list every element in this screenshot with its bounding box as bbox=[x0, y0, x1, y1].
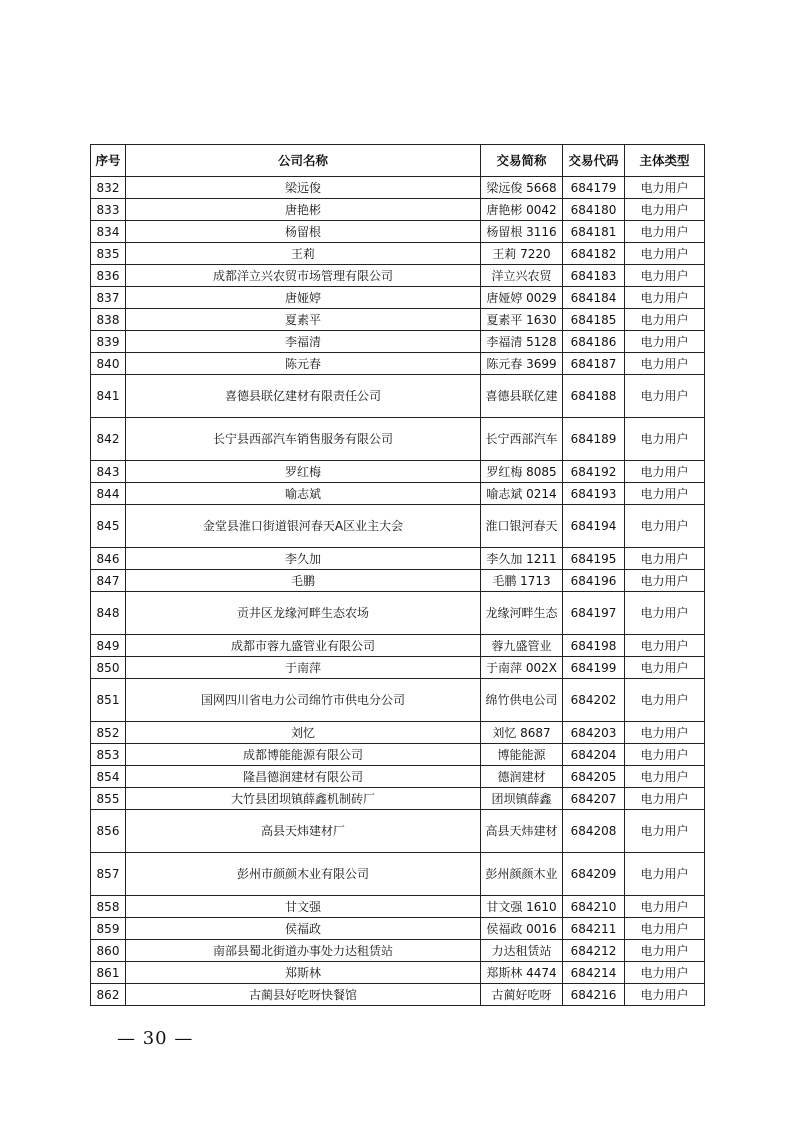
cell-company-name: 甘文强 bbox=[126, 896, 481, 918]
table-row bbox=[91, 418, 705, 461]
cell-index: 851 bbox=[91, 679, 126, 722]
cell-index: 862 bbox=[91, 984, 126, 1006]
cell-trade-abbr: 侯福政 0016 bbox=[481, 918, 563, 940]
cell-entity-type: 电力用户 bbox=[625, 766, 705, 788]
cell-entity-type: 电力用户 bbox=[625, 483, 705, 505]
header-trade-abbr: 交易简称 bbox=[481, 145, 563, 177]
table-header-row bbox=[91, 145, 705, 177]
cell-index: 857 bbox=[91, 853, 126, 896]
cell-index: 854 bbox=[91, 766, 126, 788]
cell-index: 834 bbox=[91, 221, 126, 243]
cell-trade-code: 684181 bbox=[563, 221, 625, 243]
cell-trade-code: 684185 bbox=[563, 309, 625, 331]
cell-entity-type: 电力用户 bbox=[625, 570, 705, 592]
cell-company-name: 成都市蓉九盛管业有限公司 bbox=[126, 635, 481, 657]
cell-trade-abbr: 洋立兴农贸 bbox=[481, 265, 563, 287]
cell-trade-abbr: 夏素平 1630 bbox=[481, 309, 563, 331]
cell-company-name: 李福清 bbox=[126, 331, 481, 353]
cell-trade-abbr: 唐娅婷 0029 bbox=[481, 287, 563, 309]
cell-trade-code: 684216 bbox=[563, 984, 625, 1006]
table-row bbox=[91, 722, 705, 744]
cell-trade-abbr: 绵竹供电公司 bbox=[481, 679, 563, 722]
cell-trade-abbr: 长宁西部汽车 bbox=[481, 418, 563, 461]
cell-entity-type: 电力用户 bbox=[625, 810, 705, 853]
cell-trade-abbr: 罗红梅 8085 bbox=[481, 461, 563, 483]
cell-trade-code: 684214 bbox=[563, 962, 625, 984]
cell-company-name: 高县天炜建材厂 bbox=[126, 810, 481, 853]
cell-entity-type: 电力用户 bbox=[625, 635, 705, 657]
cell-index: 839 bbox=[91, 331, 126, 353]
page-number: — 30 — bbox=[117, 1028, 194, 1049]
cell-trade-code: 684203 bbox=[563, 722, 625, 744]
cell-trade-code: 684205 bbox=[563, 766, 625, 788]
table-row bbox=[91, 483, 705, 505]
cell-index: 850 bbox=[91, 657, 126, 679]
table-row bbox=[91, 461, 705, 483]
cell-trade-code: 684210 bbox=[563, 896, 625, 918]
table-row bbox=[91, 896, 705, 918]
cell-trade-code: 684195 bbox=[563, 548, 625, 570]
cell-company-name: 喜德县联亿建材有限责任公司 bbox=[126, 375, 481, 418]
cell-index: 861 bbox=[91, 962, 126, 984]
header-trade-code: 交易代码 bbox=[563, 145, 625, 177]
cell-index: 837 bbox=[91, 287, 126, 309]
cell-trade-abbr: 李久加 1211 bbox=[481, 548, 563, 570]
table-row bbox=[91, 744, 705, 766]
cell-company-name: 夏素平 bbox=[126, 309, 481, 331]
cell-trade-code: 684209 bbox=[563, 853, 625, 896]
cell-index: 838 bbox=[91, 309, 126, 331]
cell-trade-code: 684211 bbox=[563, 918, 625, 940]
cell-entity-type: 电力用户 bbox=[625, 243, 705, 265]
cell-entity-type: 电力用户 bbox=[625, 265, 705, 287]
table-row bbox=[91, 505, 705, 548]
table-row bbox=[91, 918, 705, 940]
cell-index: 840 bbox=[91, 353, 126, 375]
cell-index: 847 bbox=[91, 570, 126, 592]
cell-trade-code: 684197 bbox=[563, 592, 625, 635]
cell-trade-abbr: 刘忆 8687 bbox=[481, 722, 563, 744]
table-row bbox=[91, 635, 705, 657]
cell-entity-type: 电力用户 bbox=[625, 853, 705, 896]
cell-trade-abbr: 梁远俊 5668 bbox=[481, 177, 563, 199]
cell-index: 855 bbox=[91, 788, 126, 810]
cell-trade-code: 684192 bbox=[563, 461, 625, 483]
cell-company-name: 成都博能能源有限公司 bbox=[126, 744, 481, 766]
cell-trade-abbr: 郑斯林 4474 bbox=[481, 962, 563, 984]
cell-company-name: 彭州市颜颜木业有限公司 bbox=[126, 853, 481, 896]
cell-index: 849 bbox=[91, 635, 126, 657]
cell-entity-type: 电力用户 bbox=[625, 548, 705, 570]
table-row bbox=[91, 331, 705, 353]
cell-company-name: 侯福政 bbox=[126, 918, 481, 940]
cell-trade-code: 684188 bbox=[563, 375, 625, 418]
table-row bbox=[91, 309, 705, 331]
cell-index: 856 bbox=[91, 810, 126, 853]
cell-company-name: 大竹县团坝镇薛鑫机制砖厂 bbox=[126, 788, 481, 810]
cell-trade-code: 684196 bbox=[563, 570, 625, 592]
table-row bbox=[91, 766, 705, 788]
cell-company-name: 唐艳彬 bbox=[126, 199, 481, 221]
table-row bbox=[91, 657, 705, 679]
table-row bbox=[91, 853, 705, 896]
cell-trade-code: 684207 bbox=[563, 788, 625, 810]
table-row bbox=[91, 570, 705, 592]
table-row bbox=[91, 375, 705, 418]
cell-entity-type: 电力用户 bbox=[625, 788, 705, 810]
cell-company-name: 杨留根 bbox=[126, 221, 481, 243]
cell-entity-type: 电力用户 bbox=[625, 984, 705, 1006]
table-row bbox=[91, 940, 705, 962]
table-row bbox=[91, 592, 705, 635]
cell-index: 859 bbox=[91, 918, 126, 940]
cell-trade-code: 684182 bbox=[563, 243, 625, 265]
header-company-name: 公司名称 bbox=[126, 145, 481, 177]
cell-index: 842 bbox=[91, 418, 126, 461]
cell-company-name: 李久加 bbox=[126, 548, 481, 570]
cell-entity-type: 电力用户 bbox=[625, 375, 705, 418]
cell-trade-abbr: 陈元春 3699 bbox=[481, 353, 563, 375]
table-row bbox=[91, 177, 705, 199]
table-row bbox=[91, 199, 705, 221]
cell-index: 844 bbox=[91, 483, 126, 505]
cell-entity-type: 电力用户 bbox=[625, 177, 705, 199]
cell-trade-abbr: 德润建材 bbox=[481, 766, 563, 788]
cell-trade-abbr: 杨留根 3116 bbox=[481, 221, 563, 243]
table-row bbox=[91, 962, 705, 984]
cell-trade-code: 684198 bbox=[563, 635, 625, 657]
cell-trade-code: 684204 bbox=[563, 744, 625, 766]
cell-trade-abbr: 李福清 5128 bbox=[481, 331, 563, 353]
cell-trade-code: 684180 bbox=[563, 199, 625, 221]
cell-company-name: 国网四川省电力公司绵竹市供电分公司 bbox=[126, 679, 481, 722]
table-row bbox=[91, 287, 705, 309]
cell-company-name: 南部县蜀北街道办事处力达租赁站 bbox=[126, 940, 481, 962]
cell-trade-code: 684183 bbox=[563, 265, 625, 287]
cell-company-name: 于南萍 bbox=[126, 657, 481, 679]
table-row bbox=[91, 221, 705, 243]
cell-entity-type: 电力用户 bbox=[625, 679, 705, 722]
cell-company-name: 刘忆 bbox=[126, 722, 481, 744]
cell-entity-type: 电力用户 bbox=[625, 896, 705, 918]
cell-entity-type: 电力用户 bbox=[625, 418, 705, 461]
cell-trade-code: 684199 bbox=[563, 657, 625, 679]
cell-trade-code: 684212 bbox=[563, 940, 625, 962]
cell-trade-code: 684194 bbox=[563, 505, 625, 548]
cell-entity-type: 电力用户 bbox=[625, 592, 705, 635]
cell-trade-abbr: 龙缘河畔生态 bbox=[481, 592, 563, 635]
cell-index: 836 bbox=[91, 265, 126, 287]
cell-trade-abbr: 毛鹏 1713 bbox=[481, 570, 563, 592]
cell-index: 845 bbox=[91, 505, 126, 548]
cell-trade-abbr: 力达租赁站 bbox=[481, 940, 563, 962]
cell-trade-abbr: 喜德县联亿建 bbox=[481, 375, 563, 418]
cell-trade-abbr: 喻志斌 0214 bbox=[481, 483, 563, 505]
cell-index: 833 bbox=[91, 199, 126, 221]
cell-trade-abbr: 淮口银河春天 bbox=[481, 505, 563, 548]
table-row bbox=[91, 984, 705, 1006]
cell-company-name: 贡井区龙缘河畔生态农场 bbox=[126, 592, 481, 635]
cell-entity-type: 电力用户 bbox=[625, 505, 705, 548]
header-entity-type: 主体类型 bbox=[625, 145, 705, 177]
header-index: 序号 bbox=[91, 145, 126, 177]
cell-trade-code: 684186 bbox=[563, 331, 625, 353]
cell-company-name: 毛鹏 bbox=[126, 570, 481, 592]
table-row bbox=[91, 243, 705, 265]
cell-entity-type: 电力用户 bbox=[625, 353, 705, 375]
cell-entity-type: 电力用户 bbox=[625, 962, 705, 984]
cell-trade-abbr: 唐艳彬 0042 bbox=[481, 199, 563, 221]
cell-company-name: 喻志斌 bbox=[126, 483, 481, 505]
cell-trade-code: 684208 bbox=[563, 810, 625, 853]
cell-trade-code: 684187 bbox=[563, 353, 625, 375]
table-row bbox=[91, 265, 705, 287]
cell-trade-abbr: 甘文强 1610 bbox=[481, 896, 563, 918]
cell-company-name: 王莉 bbox=[126, 243, 481, 265]
company-table bbox=[90, 144, 705, 1006]
cell-trade-abbr: 彭州颜颜木业 bbox=[481, 853, 563, 896]
cell-trade-abbr: 博能能源 bbox=[481, 744, 563, 766]
cell-index: 832 bbox=[91, 177, 126, 199]
cell-company-name: 长宁县西部汽车销售服务有限公司 bbox=[126, 418, 481, 461]
cell-trade-code: 684189 bbox=[563, 418, 625, 461]
cell-index: 835 bbox=[91, 243, 126, 265]
cell-entity-type: 电力用户 bbox=[625, 331, 705, 353]
cell-entity-type: 电力用户 bbox=[625, 221, 705, 243]
table-row bbox=[91, 810, 705, 853]
cell-trade-code: 684179 bbox=[563, 177, 625, 199]
cell-company-name: 隆昌德润建材有限公司 bbox=[126, 766, 481, 788]
cell-entity-type: 电力用户 bbox=[625, 940, 705, 962]
cell-index: 848 bbox=[91, 592, 126, 635]
cell-trade-abbr: 高县天炜建材 bbox=[481, 810, 563, 853]
cell-index: 858 bbox=[91, 896, 126, 918]
cell-company-name: 陈元春 bbox=[126, 353, 481, 375]
cell-company-name: 梁远俊 bbox=[126, 177, 481, 199]
cell-trade-code: 684184 bbox=[563, 287, 625, 309]
cell-company-name: 成都洋立兴农贸市场管理有限公司 bbox=[126, 265, 481, 287]
cell-entity-type: 电力用户 bbox=[625, 918, 705, 940]
cell-entity-type: 电力用户 bbox=[625, 744, 705, 766]
cell-entity-type: 电力用户 bbox=[625, 657, 705, 679]
cell-company-name: 郑斯林 bbox=[126, 962, 481, 984]
cell-trade-abbr: 古蔺好吃呀 bbox=[481, 984, 563, 1006]
cell-entity-type: 电力用户 bbox=[625, 722, 705, 744]
cell-company-name: 金堂县淮口街道银河春天A区业主大会 bbox=[126, 505, 481, 548]
cell-index: 853 bbox=[91, 744, 126, 766]
table-row bbox=[91, 788, 705, 810]
cell-index: 843 bbox=[91, 461, 126, 483]
cell-trade-abbr: 王莉 7220 bbox=[481, 243, 563, 265]
cell-company-name: 罗红梅 bbox=[126, 461, 481, 483]
cell-trade-abbr: 团坝镇薛鑫 bbox=[481, 788, 563, 810]
cell-entity-type: 电力用户 bbox=[625, 461, 705, 483]
cell-index: 846 bbox=[91, 548, 126, 570]
table-row bbox=[91, 353, 705, 375]
table-row bbox=[91, 548, 705, 570]
cell-trade-abbr: 于南萍 002X bbox=[481, 657, 563, 679]
cell-company-name: 古蔺县好吃呀快餐馆 bbox=[126, 984, 481, 1006]
cell-index: 841 bbox=[91, 375, 126, 418]
cell-company-name: 唐娅婷 bbox=[126, 287, 481, 309]
cell-entity-type: 电力用户 bbox=[625, 199, 705, 221]
cell-trade-abbr: 蓉九盛管业 bbox=[481, 635, 563, 657]
cell-index: 860 bbox=[91, 940, 126, 962]
table-row bbox=[91, 679, 705, 722]
cell-entity-type: 电力用户 bbox=[625, 287, 705, 309]
cell-index: 852 bbox=[91, 722, 126, 744]
cell-entity-type: 电力用户 bbox=[625, 309, 705, 331]
cell-trade-code: 684193 bbox=[563, 483, 625, 505]
cell-trade-code: 684202 bbox=[563, 679, 625, 722]
